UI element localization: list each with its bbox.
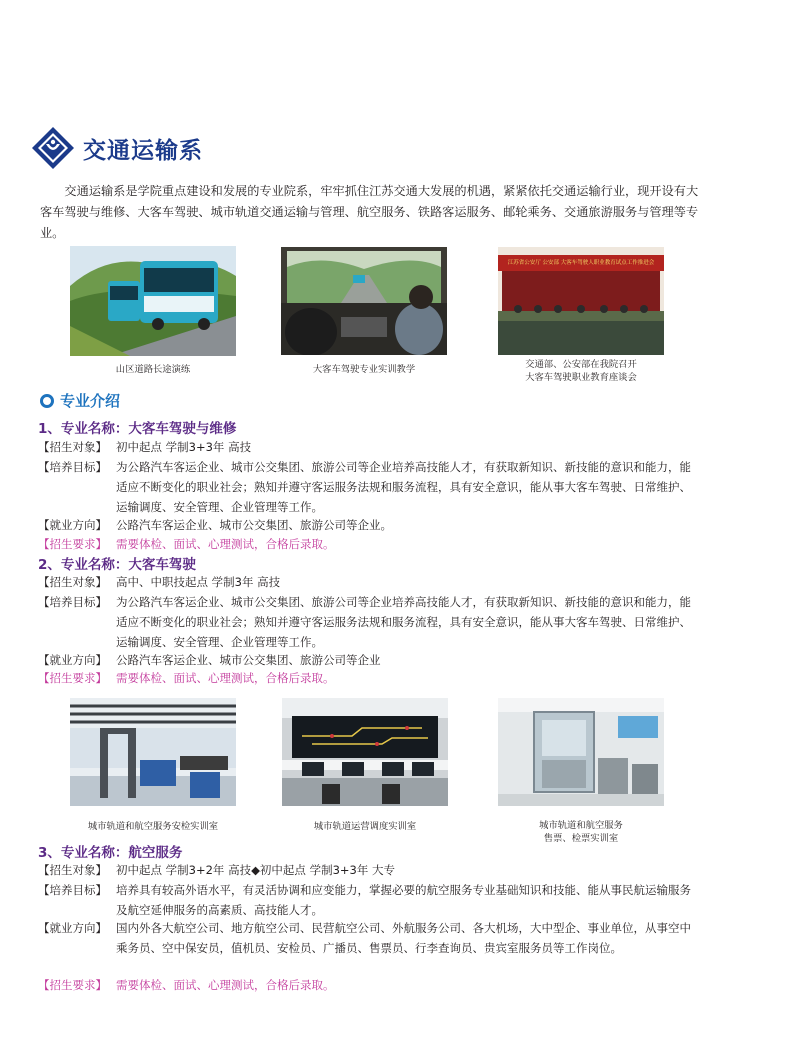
ring-bullet-icon	[40, 394, 54, 408]
major-row	[38, 572, 696, 592]
major-row	[38, 918, 696, 958]
major-row	[38, 437, 696, 457]
major-row-requirement	[38, 534, 696, 554]
row-label: 【就业方向】	[38, 921, 107, 935]
photo-caption: 城市轨道和航空服务 售票、检票实训室	[539, 820, 623, 844]
row-text: 培养具有较高外语水平，有灵活协调和应变能力，掌握必要的航空服务专业基础知识和技能、能从事民航运输服务及航空延伸服务的高素质、高技能人才。	[116, 883, 691, 917]
row-text: 需要体检、面试、心理测试，合格后录取。	[116, 537, 335, 551]
row-text: 公路汽车客运企业、城市公交集团、旅游公司等企业。	[116, 518, 392, 532]
row-text: 高中、中职技起点 学制3年 高技	[116, 575, 281, 589]
photo-dispatch-lab	[282, 698, 448, 806]
row-label: 【招生对象】	[38, 863, 107, 877]
major-row	[38, 515, 696, 535]
major-row	[38, 592, 696, 652]
photo-caption: 交通部、公安部在我院召开 大客车驾驶职业教育座谈会	[525, 359, 637, 383]
row-label: 【招生对象】	[38, 575, 107, 589]
major-row	[38, 880, 696, 920]
major-row	[38, 457, 696, 517]
page-title: 交通运输系	[83, 137, 203, 164]
section-title: 专业介绍	[60, 392, 121, 410]
photo-ticket-lab	[498, 698, 664, 806]
major-row-requirement	[38, 975, 696, 995]
diamond-shield-icon	[31, 126, 75, 170]
major-heading: 1、专业名称：大客车驾驶与维修	[38, 421, 237, 437]
major-row-requirement	[38, 668, 696, 688]
photo-caption: 城市轨道运营调度实训室	[313, 821, 417, 832]
row-label: 【就业方向】	[38, 518, 107, 532]
photo-caption: 城市轨道和航空服务安检实训室	[87, 821, 219, 832]
conference-banner: 江苏省公安厅 公安部 大客车驾驶人职业教育试点工作推进会	[507, 260, 655, 266]
row-label: 【培养目标】	[38, 883, 107, 897]
row-text: 需要体检、面试、心理测试，合格后录取。	[116, 671, 335, 685]
photo-mountain-road	[70, 246, 236, 356]
row-label: 【招生要求】	[38, 671, 107, 685]
row-text: 国内外各大航空公司、地方航空公司、民营航空公司、外航服务公司、各大机场，大中型企、事业单位，从事空中乘务员、空中保安员，值机员、安检员、广播员、售票员、行李查询员、贵宾室服务员等工作岗位。	[116, 921, 691, 955]
major-heading: 2、专业名称：大客车驾驶	[38, 557, 196, 573]
row-text: 需要体检、面试、心理测试，合格后录取。	[116, 978, 335, 992]
row-label: 【招生要求】	[38, 537, 107, 551]
row-label: 【培养目标】	[38, 595, 107, 609]
photo-caption: 山区道路长途演练	[115, 364, 191, 375]
row-text: 为公路汽车客运企业、城市公交集团、旅游公司等企业培养高技能人才，有获取新知识、新技能的意识和能力，能适应不断变化的职业社会；熟知并遵守客运服务法规和服务流程，具有安全意识，能从事大客车驾驶、日常维护、运输调度、安全管理、企业管理等工作。	[116, 460, 691, 514]
row-text: 公路汽车客运企业、城市公交集团、旅游公司等企业	[116, 653, 381, 667]
row-label: 【招生要求】	[38, 978, 107, 992]
row-label: 【招生对象】	[38, 440, 107, 454]
row-label: 【培养目标】	[38, 460, 107, 474]
section-heading	[40, 390, 120, 411]
section-header	[31, 126, 203, 170]
row-text: 为公路汽车客运企业、城市公交集团、旅游公司等企业培养高技能人才，有获取新知识、新技能的意识和能力，能适应不断变化的职业社会；熟知并遵守客运服务法规和服务流程，具有安全意识，能从事大客车驾驶、日常维护、运输调度、安全管理、企业管理等工作。	[116, 595, 691, 649]
major-heading: 3、专业名称：航空服务	[38, 845, 183, 861]
photo-caption: 大客车驾驶专业实训教学	[312, 364, 416, 375]
row-text: 初中起点 学制3+2年 高技◆初中起点 学制3+3年 大专	[116, 863, 396, 877]
photo-security-lab	[70, 698, 236, 806]
intro-paragraph: 交通运输系是学院重点建设和发展的专业院系，牢牢抓住江苏交通大发展的机遇，紧紧依托交通运输行业，现开设有大客车驾驶与维修、大客车驾驶、城市轨道交通运输与管理、航空服务、铁路客运服务、邮轮乘务、交通旅游服务与管理等专业。	[40, 184, 699, 240]
row-label: 【就业方向】	[38, 653, 107, 667]
photo-bus-training	[281, 247, 447, 355]
photo-conference	[498, 247, 664, 355]
major-row	[38, 860, 696, 880]
row-text: 初中起点 学制3+3年 高技	[116, 440, 252, 454]
major-row	[38, 650, 696, 670]
